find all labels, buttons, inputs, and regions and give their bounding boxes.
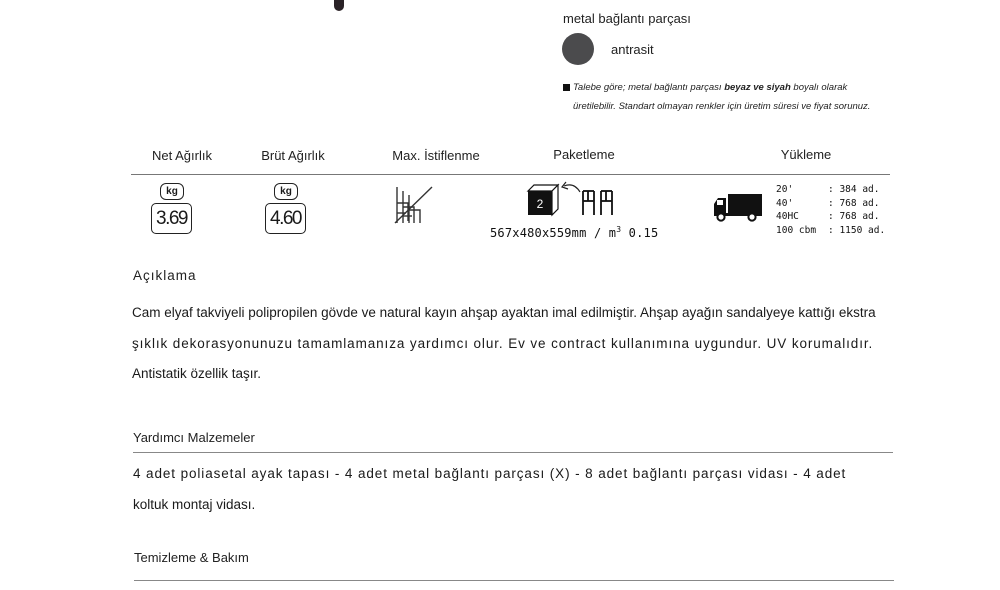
loading-quantity: : 1150 ad. <box>828 224 886 236</box>
no-stack-icon <box>392 183 434 225</box>
note-text-post: boyalı olarak <box>790 82 848 93</box>
gross-weight-badge <box>265 183 308 235</box>
connector-note-line1 <box>573 78 893 97</box>
loading-quantity: : 384 ad. <box>828 184 880 195</box>
gross-weight-value: 4.60 <box>265 203 306 234</box>
auxiliary-text <box>133 459 896 520</box>
note-text-pre: Talebe göre; metal bağlantı parçası <box>573 82 725 93</box>
note-text-bold: beyaz ve siyah <box>724 82 791 93</box>
header-packaging: Paketleme <box>553 147 615 162</box>
curved-arrow-icon <box>560 180 582 194</box>
chair-leg-image <box>334 0 344 11</box>
connector-note <box>573 78 893 116</box>
color-swatch-label: antrasit <box>611 42 654 57</box>
kg-icon: kg <box>160 183 184 200</box>
description-text <box>132 298 898 390</box>
loading-quantity: : 768 ad. <box>828 197 880 209</box>
connector-note-line2: üretilebilir. Standart olmayan renkler için üretim süresi ve fiyat sorunuz. <box>573 101 871 112</box>
package-dims-exp: 3 <box>616 225 622 234</box>
loading-row <box>776 197 885 211</box>
package-volume: 0.15 <box>621 226 659 240</box>
loading-container: 20' <box>776 184 794 195</box>
loading-row <box>776 224 885 238</box>
description-line: Cam elyaf takviyeli polipropilen gövde ve natural kayın ahşap ayaktan imal edilmiştir. Ahşap ayağın sandalyeye kattığı ekstra <box>132 305 876 320</box>
loading-row <box>776 183 885 197</box>
auxiliary-line: 4 adet poliasetal ayak tapası - 4 adet metal bağlantı parçası (X) - 8 adet bağlantı parçası vidası - 4 adet <box>133 466 847 481</box>
auxiliary-title: Yardımcı Malzemeler <box>133 430 255 445</box>
description-line: şıklık dekorasyonunuzu tamamlamanıza yardımcı olur. Ev ve contract kullanımına uygundur. UV korumalıdır. <box>132 335 874 351</box>
net-weight-value: 3.69 <box>151 203 192 234</box>
package-dims-text: 567x480x559mm / m <box>490 226 617 240</box>
header-net-weight: Net Ağırlık <box>152 148 212 163</box>
loading-quantity: : 768 ad. <box>828 211 880 222</box>
header-gross-weight: Brüt Ağırlık <box>261 148 325 163</box>
truck-icon <box>712 192 764 222</box>
net-weight-badge <box>151 183 194 235</box>
auxiliary-line: koltuk montaj vidası. <box>133 496 256 512</box>
auxiliary-divider <box>133 452 893 453</box>
description-line: Antistatik özellik taşır. <box>132 366 262 381</box>
description-title: Açıklama <box>133 268 197 283</box>
connector-title: metal bağlantı parçası <box>563 11 691 26</box>
header-loading: Yükleme <box>780 147 832 162</box>
header-max-stack: Max. İstiflenme <box>392 148 480 163</box>
loading-container: 100 cbm <box>776 224 817 236</box>
loading-row <box>776 210 885 224</box>
care-divider <box>134 580 894 581</box>
care-title: Temizleme & Bakım <box>134 550 249 565</box>
loading-table <box>776 183 885 237</box>
color-swatch-anthracite <box>562 33 594 65</box>
loading-container: 40' <box>776 197 794 209</box>
kg-icon: kg <box>274 183 298 200</box>
chairs-icon <box>580 189 616 217</box>
note-bullet-icon <box>563 84 570 91</box>
loading-container: 40HC <box>776 211 799 222</box>
spec-divider <box>131 174 890 175</box>
package-count: 2 <box>536 197 544 211</box>
package-dimensions <box>490 225 658 240</box>
